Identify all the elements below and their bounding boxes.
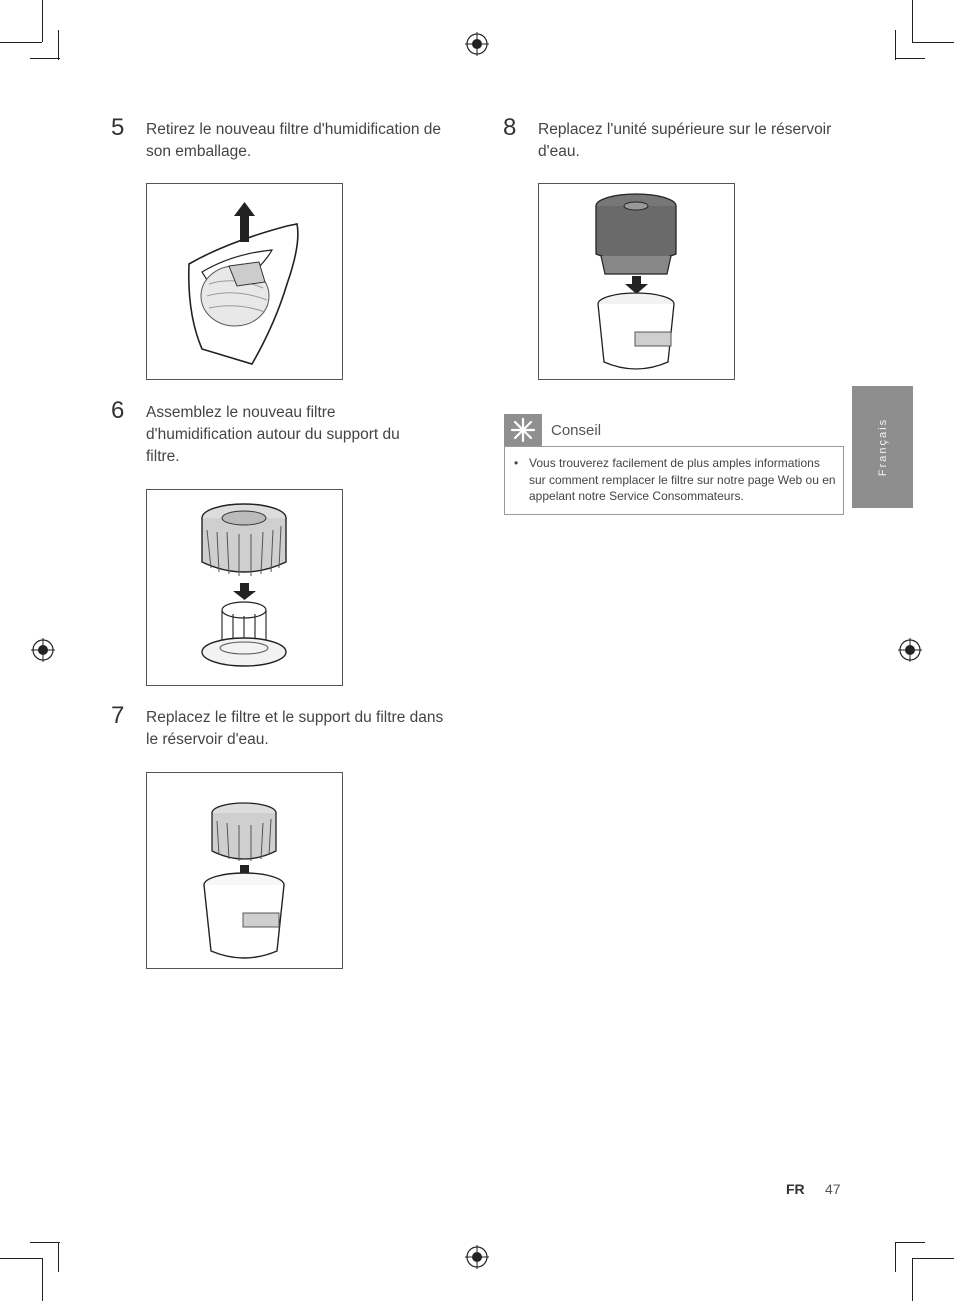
- step-number-6: 6: [111, 397, 125, 424]
- tip-title: Conseil: [551, 422, 602, 439]
- tip-bullet: •: [514, 456, 519, 470]
- language-tab-label: Français: [876, 417, 889, 477]
- registration-mark-top: [465, 32, 489, 56]
- tip-asterisk-icon: [504, 414, 542, 446]
- step-text-8: Replacez l'unité supérieure sur le réservoir d'eau.: [538, 121, 832, 160]
- registration-mark-right: [898, 638, 922, 662]
- tip-text: Vous trouverez facilement de plus amples informations sur comment remplacer le filtre sur notre page Web ou en appelant notre Service Consommateurs.: [529, 456, 836, 503]
- figure-unpack-filter: [146, 183, 343, 380]
- language-side-tab: [852, 386, 913, 508]
- step-number-5: 5: [111, 114, 125, 141]
- step-text-7: Replacez le filtre et le support du filtre dans le réservoir d'eau.: [146, 709, 444, 748]
- step-number-7: 7: [111, 702, 125, 729]
- registration-mark-bottom: [465, 1245, 489, 1269]
- footer-language-code: FR: [786, 1181, 805, 1197]
- registration-mark-left: [31, 638, 55, 662]
- figure-insert-filter: [146, 772, 343, 969]
- figure-assemble-filter: [146, 489, 343, 686]
- step-number-8: 8: [503, 114, 517, 141]
- step-text-6: Assemblez le nouveau filtre d'humidification autour du support du filtre.: [146, 404, 400, 465]
- figure-replace-top-unit: [538, 183, 735, 380]
- step-text-5: Retirez le nouveau filtre d'humidification de son emballage.: [146, 121, 442, 160]
- footer-page-number: 47: [825, 1181, 841, 1197]
